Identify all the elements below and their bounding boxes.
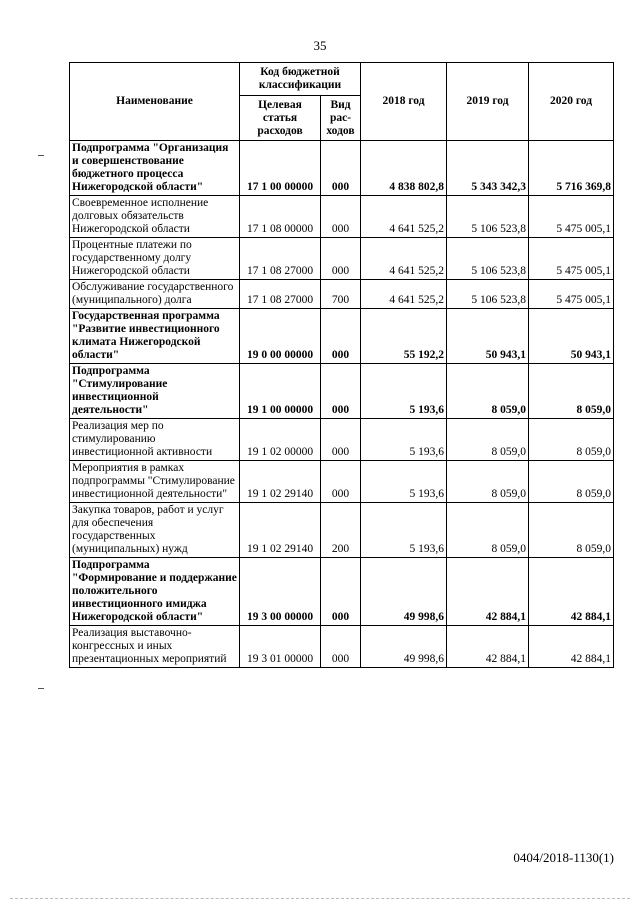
table-header-row [70,63,614,96]
row-name: Процентные платежи по государственному долгу Нижегородской области [70,238,240,280]
row-target-article: 17 1 08 27000 [240,238,321,280]
header-2018: 2018 год [361,63,447,141]
row-name: Обслуживание государственного (муниципального) долга [70,280,240,309]
row-name: Реализация выставочно-конгрессных и иных презентационных мероприятий [70,626,240,668]
document-code: 0404/2018-1130(1) [513,850,614,865]
row-value-2020: 42 884,1 [529,626,614,668]
margin-mark [38,688,44,689]
table-row [70,461,614,503]
table-row [70,196,614,238]
table-row [70,503,614,558]
row-expense-kind: 000 [321,558,361,626]
row-target-article: 17 1 00 00000 [240,141,321,196]
row-expense-kind: 000 [321,238,361,280]
row-expense-kind: 000 [321,196,361,238]
row-value-2019: 5 106 523,8 [447,280,529,309]
row-value-2020: 42 884,1 [529,558,614,626]
table-row [70,364,614,419]
row-expense-kind: 000 [321,419,361,461]
row-name: Подпрограмма "Организация и совершенствование бюджетного процесса Нижегородской области" [70,141,240,196]
row-name: Подпрограмма "Стимулирование инвестиционной деятельности" [70,364,240,419]
header-2020: 2020 год [529,63,614,141]
row-value-2019: 5 106 523,8 [447,196,529,238]
row-name: Подпрограмма "Формирование и поддержание положительного инвестиционного имиджа Нижегородской области" [70,558,240,626]
row-value-2020: 5 475 005,1 [529,196,614,238]
row-value-2018: 5 193,6 [361,419,447,461]
header-target-article: Целевая статья расходов [240,96,321,141]
row-value-2020: 8 059,0 [529,364,614,419]
row-target-article: 19 1 00 00000 [240,364,321,419]
row-expense-kind: 000 [321,364,361,419]
row-name: Своевременное исполнение долговых обязательств Нижегородской области [70,196,240,238]
row-name: Мероприятия в рамках подпрограммы "Стимулирование инвестиционной деятельности" [70,461,240,503]
row-value-2018: 5 193,6 [361,364,447,419]
row-value-2020: 5 475 005,1 [529,280,614,309]
row-value-2019: 50 943,1 [447,309,529,364]
row-value-2018: 55 192,2 [361,309,447,364]
header-expense-kind: Вид рас-ходов [321,96,361,141]
row-target-article: 17 1 08 27000 [240,280,321,309]
row-expense-kind: 700 [321,280,361,309]
row-expense-kind: 200 [321,503,361,558]
row-value-2020: 5 716 369,8 [529,141,614,196]
table-row [70,280,614,309]
row-target-article: 19 0 00 00000 [240,309,321,364]
row-value-2019: 8 059,0 [447,503,529,558]
row-value-2020: 8 059,0 [529,419,614,461]
row-target-article: 19 3 00 00000 [240,558,321,626]
row-value-2018: 49 998,6 [361,558,447,626]
row-value-2019: 5 343 342,3 [447,141,529,196]
row-value-2019: 8 059,0 [447,364,529,419]
row-expense-kind: 000 [321,626,361,668]
budget-table [69,62,614,668]
row-value-2020: 50 943,1 [529,309,614,364]
row-expense-kind: 000 [321,461,361,503]
row-expense-kind: 000 [321,309,361,364]
row-value-2019: 42 884,1 [447,558,529,626]
page-number: 35 [313,38,327,53]
row-value-2018: 4 838 802,8 [361,141,447,196]
table-row [70,141,614,196]
row-value-2019: 5 106 523,8 [447,238,529,280]
row-value-2019: 42 884,1 [447,626,529,668]
row-value-2018: 5 193,6 [361,461,447,503]
row-value-2020: 8 059,0 [529,461,614,503]
table-row [70,309,614,364]
table-row [70,558,614,626]
margin-mark [38,155,44,156]
row-target-article: 19 1 02 00000 [240,419,321,461]
row-value-2019: 8 059,0 [447,461,529,503]
row-value-2018: 5 193,6 [361,503,447,558]
row-value-2018: 4 641 525,2 [361,280,447,309]
row-value-2018: 49 998,6 [361,626,447,668]
row-expense-kind: 000 [321,141,361,196]
row-name: Реализация мер по стимулированию инвестиционной активности [70,419,240,461]
row-target-article: 19 3 01 00000 [240,626,321,668]
row-value-2018: 4 641 525,2 [361,238,447,280]
row-value-2020: 8 059,0 [529,503,614,558]
row-name: Государственная программа "Развитие инвестиционного климата Нижегородской области" [70,309,240,364]
row-value-2019: 8 059,0 [447,419,529,461]
header-2019: 2019 год [447,63,529,141]
row-value-2018: 4 641 525,2 [361,196,447,238]
header-name: Наименование [70,63,240,141]
header-budget-code: Код бюджетной классификации [240,63,361,96]
table-row [70,419,614,461]
page-edge-line [10,898,630,899]
row-name: Закупка товаров, работ и услуг для обеспечения государственных (муниципальных) нужд [70,503,240,558]
table-row [70,626,614,668]
row-target-article: 19 1 02 29140 [240,461,321,503]
row-value-2020: 5 475 005,1 [529,238,614,280]
row-target-article: 17 1 08 00000 [240,196,321,238]
table-row [70,238,614,280]
row-target-article: 19 1 02 29140 [240,503,321,558]
